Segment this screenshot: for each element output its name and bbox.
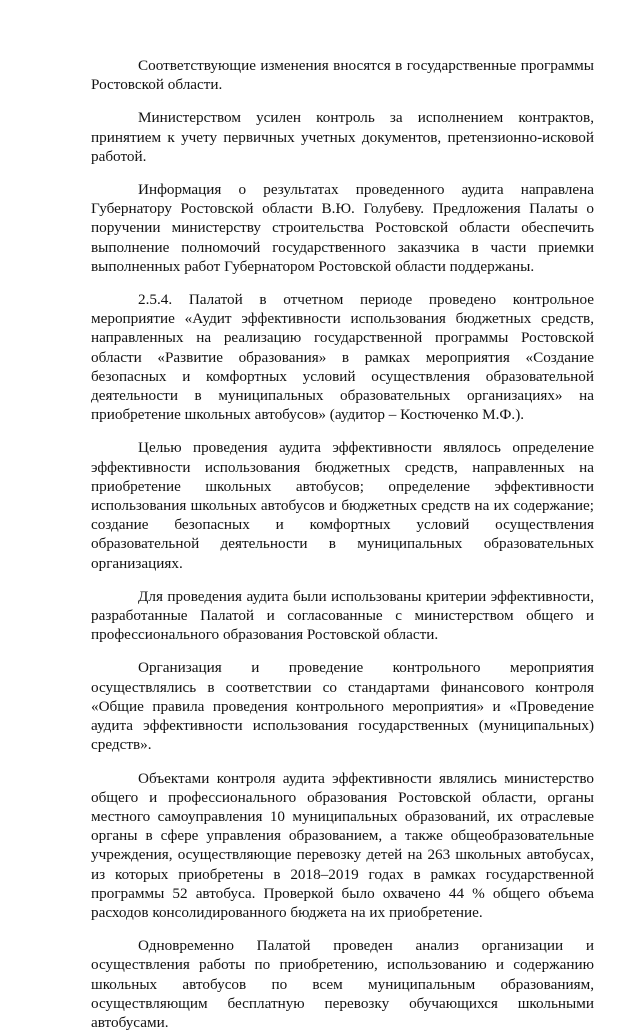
paragraph-analysis: Одновременно Палатой проведен анализ организации и осуществления работы по приобретению, использованию и содержанию школьных автобусов по всем муниципальным образованиям, осуществляющим бесплатную перевозку обучающихся школьными автобусами.	[91, 937, 594, 1031]
paragraph-section-2-5-4: 2.5.4. Палатой в отчетном периоде проведено контрольное мероприятие «Аудит эффективности использования бюджетных средств, направленных на реализацию государственной программы Ростовской области «Развитие образования» в рамках мероприятия «Создание безопасных и комфортных условий осуществления образовательной деятельности в муниципальных образовательных организациях» на приобретение школьных автобусов» (аудитор – Костюченко М.Ф.).	[91, 291, 594, 424]
paragraph-audit-objects: Объектами контроля аудита эффективности являлись министерство общего и профессионального образования Ростовской области, органы местного самоуправления 10 муниципальных образований, их отраслевые органы в сфере управления образованием, а также общеобразовательные учреждения, осуществляющие перевозку детей на 263 школьных автобусах, из которых приобретены в 2018–2019 годах в рамках государственной программы 52 автобуса. Проверкой было охвачено 44 % общего объема расходов консолидированного бюджета на их приобретение.	[91, 769, 594, 921]
paragraph-audit-goal: Целью проведения аудита эффективности являлось определение эффективности использования бюджетных средств, направленных на приобретение школьных автобусов; определение эффективности использования школьных автобусов и бюджетных средств на их содержание; создание безопасных и комфортных условий осуществления образовательной деятельности в муниципальных образовательных организациях.	[91, 439, 594, 572]
paragraph-program-changes: Соответствующие изменения вносятся в государственные программы Ростовской области.	[91, 57, 594, 94]
paragraph-audit-criteria: Для проведения аудита были использованы критерии эффективности, разработанные Палатой и согласованные с министерством общего и профессионального образования Ростовской области.	[91, 587, 594, 644]
paragraph-audit-standards: Организация и проведение контрольного мероприятия осуществлялись в соответствии со стандартами финансового контроля «Общие правила проведения контрольного мероприятия» и «Проведение аудита эффективности использования государственных (муниципальных) средств».	[91, 659, 594, 754]
paragraph-ministry-control: Министерством усилен контроль за исполнением контрактов, принятием к учету первичных учетных документов, претензионно-исковой работой.	[91, 109, 594, 165]
paragraph-audit-information: Информация о результатах проведенного аудита направлена Губернатору Ростовской области В.Ю. Голубеву. Предложения Палаты о поручении министерству строительства Ростовской области обеспечить выполнение полномочий государственного заказчика в части приемки выполненных работ Губернатором Ростовской области поддержаны.	[91, 181, 594, 275]
